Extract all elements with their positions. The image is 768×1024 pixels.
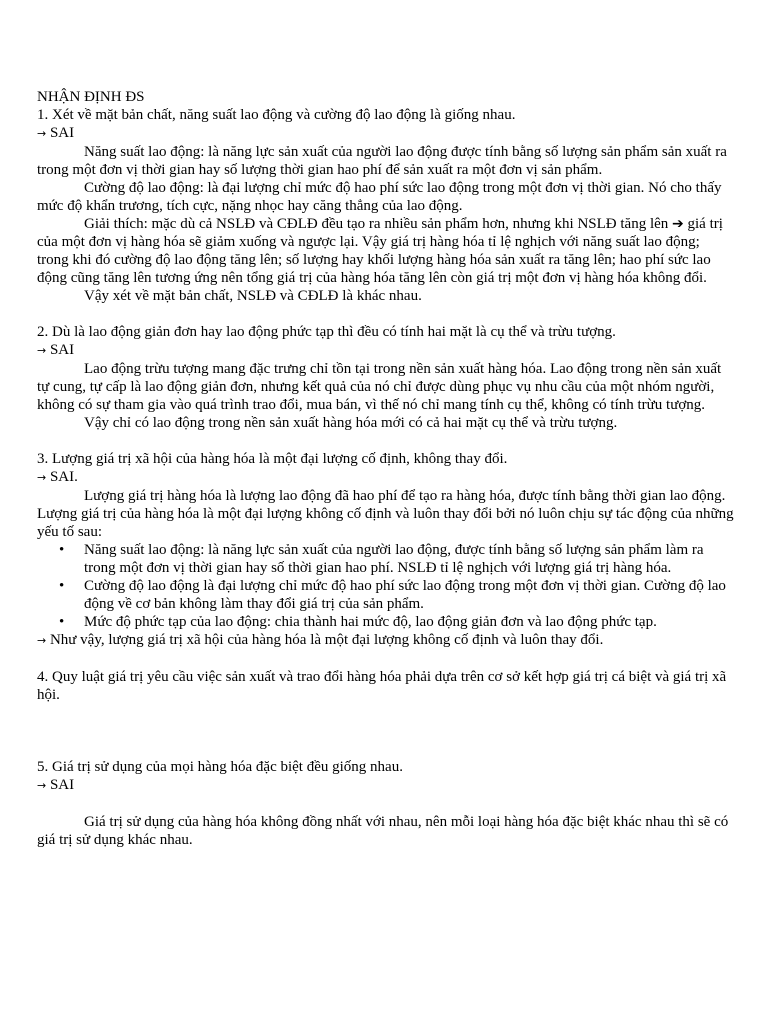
q1-paragraph-3 (37, 215, 734, 287)
q2-answer (37, 341, 734, 360)
q1-question: 1. Xét về mặt bản chất, năng suất lao động và cường độ lao động là giống nhau. (37, 107, 516, 123)
q5-paragraph-1: Giá trị sử dụng của hàng hóa không đồng nhất với nhau, nên mỗi loại hàng hóa đặc biệt khác nhau thì sẽ có giá trị sử dụng khác nhau. (37, 814, 729, 848)
q1-paragraph-1: Năng suất lao động: là năng lực sản xuất của người lao động được tính bằng số lượng sản phẩm sản xuất ra trong một đơn vị thời gian hay số lượng thời gian hao phí để sản xuất ra một đơn vị sản phẩm. (37, 144, 727, 178)
q1-answer (37, 124, 734, 143)
q4-question: 4. Quy luật giá trị yêu cầu việc sản xuất và trao đổi hàng hóa phải dựa trên cơ sở kết hợp giá trị cá biệt và giá trị xã hội. (37, 669, 727, 703)
arrow-right-icon: → (37, 127, 47, 140)
q5-answer-text: SAI (49, 777, 75, 793)
q5-answer (37, 776, 734, 795)
bold-arrow-right-icon: ➔ (672, 216, 684, 232)
q2-question: 2. Dù là lao động giản đơn hay lao động phức tạp thì đều có tính hai mặt là cụ thể và trừu tượng. (37, 324, 616, 340)
list-item: • Cường độ lao động là đại lượng chỉ mức độ hao phí sức lao động trong một đơn vị thời gian. Cường độ lao động về cơ bản không làm thay đổi giá trị của sản phẩm. (84, 577, 734, 613)
q1-paragraph-2: Cường độ lao động: là đại lượng chỉ mức độ hao phí sức lao động trong một đơn vị thời gian. Nó cho thấy mức độ khẩn trương, tích cực, nặng nhọc hay căng thẳng của lao động. (37, 180, 722, 214)
q3-conclusion (37, 631, 734, 650)
q3-answer-text: SAI. (49, 469, 78, 485)
spacer (37, 432, 734, 450)
q2-answer-text: SAI (49, 342, 75, 358)
q3-paragraph-1: Lượng giá trị hàng hóa là lượng lao động đã hao phí để tạo ra hàng hóa, được tính bằng thời gian lao động. Lượng giá trị của hàng hóa là một đại lượng không cố định và luôn thay đổi bởi nó luôn chịu sự tác động của những yếu tố sau: (37, 488, 734, 540)
q1-answer-text: SAI (49, 125, 75, 141)
q3-factor-list (37, 541, 734, 631)
q1-paragraph-4: Vậy xét về mặt bản chất, NSLĐ và CĐLĐ là khác nhau. (84, 288, 422, 304)
q3-conclusion-text: Như vậy, lượng giá trị xã hội của hàng hóa là một đại lượng không cố định và luôn thay đổi. (49, 632, 604, 648)
arrow-right-icon: → (37, 471, 47, 484)
q1-paragraph-3-start: Giải thích: mặc dù cả NSLĐ và CĐLĐ đều tạo ra nhiều sản phẩm hơn, nhưng khi NSLĐ tăng lên (84, 216, 669, 232)
arrow-right-icon: → (37, 779, 47, 792)
document-heading: NHẬN ĐỊNH ĐS (37, 89, 145, 105)
arrow-right-icon: → (37, 634, 47, 647)
q5-question: 5. Giá trị sử dụng của mọi hàng hóa đặc biệt đều giống nhau. (37, 759, 403, 775)
arrow-right-icon: → (37, 344, 47, 357)
q1-paragraph-3-end: giá trị của một đơn vị hàng hóa sẽ giảm xuống và ngược lại. Vậy giá trị hàng hóa tỉ lệ nghịch với năng suất lao động; trong khi đó cường độ lao động tăng lên; số lượng hay khối lượng hàng hóa sản xuất ra tăng lên; hao phí sức lao động cũng tăng lên tương ứng nên tổng giá trị của hàng hóa tăng lên còn giá trị một đơn vị hàng hóa không đổi. (37, 216, 723, 286)
list-item: • Năng suất lao động: là năng lực sản xuất của người lao động, được tính bằng số lượng sản phẩm làm ra trong một đơn vị thời gian hay số thời gian hao phí. NSLĐ tỉ lệ nghịch với lượng giá trị hàng hóa. (84, 541, 734, 577)
spacer (37, 795, 734, 813)
spacer (37, 704, 734, 758)
list-item: • Mức độ phức tạp của lao động: chia thành hai mức độ, lao động giản đơn và lao động phức tạp. (84, 613, 734, 631)
q2-paragraph-2: Vậy chỉ có lao động trong nền sản xuất hàng hóa mới có cả hai mặt cụ thể và trừu tượng. (84, 415, 618, 431)
q2-paragraph-1: Lao động trừu tượng mang đặc trưng chỉ tồn tại trong nền sản xuất hàng hóa. Lao động trong nền sản xuất tự cung, tự cấp là lao động giản đơn, nhưng kết quả của nó chỉ được dùng phục vụ nhu cầu của một nhóm người, không có sự tham gia vào quá trình trao đổi, mua bán, vì thế nó chỉ mang tính cụ thể, không có tính trừu tượng. (37, 361, 722, 413)
q3-answer (37, 468, 734, 487)
spacer (37, 650, 734, 668)
q3-question: 3. Lượng giá trị xã hội của hàng hóa là một đại lượng cố định, không thay đổi. (37, 451, 508, 467)
spacer (37, 305, 734, 323)
